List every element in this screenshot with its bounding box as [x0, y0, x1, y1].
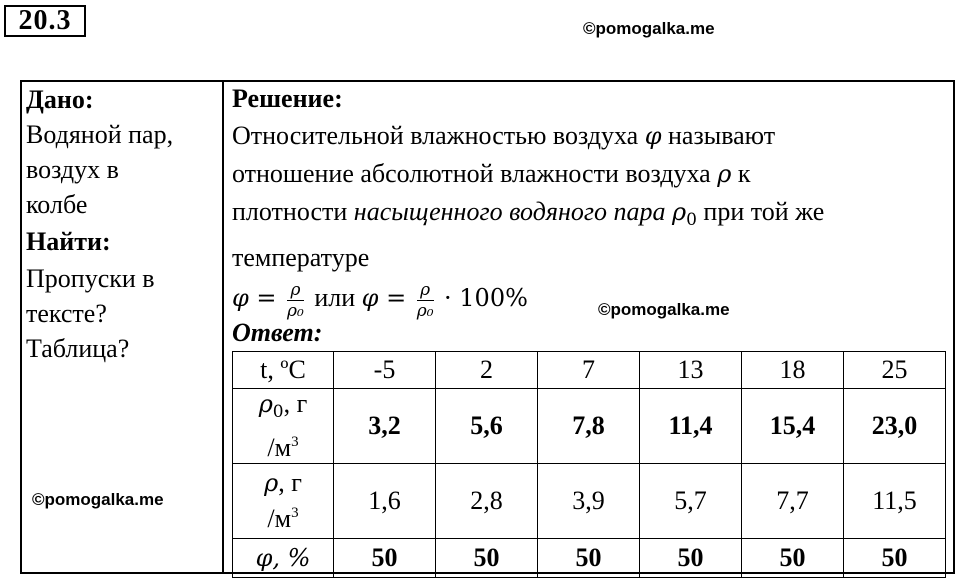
find-line-1: Пропуски в	[26, 264, 155, 293]
given-line-3: колбе	[26, 190, 88, 219]
text-span: плотности	[232, 197, 348, 226]
unit: /м	[267, 504, 292, 533]
label-line-2	[233, 498, 333, 534]
column-divider	[222, 80, 224, 574]
unit: , г	[283, 389, 308, 418]
formula-tail: · 100%	[444, 284, 528, 312]
answer-label: Ответ:	[232, 318, 323, 347]
table-cell: 3,9	[538, 464, 640, 539]
fraction-1	[287, 280, 304, 321]
text-span: при той же	[703, 197, 825, 226]
table-cell: 5,7	[640, 464, 742, 539]
table-row-rho	[233, 464, 946, 539]
italic-term: насыщенного водяного пара	[353, 197, 666, 226]
rho-char: ρ	[264, 469, 279, 497]
text-span: называют	[668, 121, 776, 150]
table-cell: 5,6	[436, 389, 538, 464]
solution-line-1	[232, 117, 947, 155]
formula-or: или	[314, 283, 356, 312]
given-line-1: Водяной пар,	[26, 120, 174, 149]
subscript: 0	[272, 402, 284, 422]
formula-lhs-2: φ =	[361, 284, 407, 312]
frac-den: ρ₀	[416, 300, 434, 321]
unit: , г	[278, 468, 302, 497]
table-cell: 11,4	[640, 389, 742, 464]
table-row-phi	[233, 539, 946, 578]
table-cell: 7,8	[538, 389, 640, 464]
table-cell: 50	[844, 539, 946, 578]
table-label-cell: φ, %	[233, 539, 334, 578]
symbol-rho: ρ	[717, 160, 732, 188]
watermark-bottom-left: ©pomogalka.me	[32, 490, 164, 509]
label-line-1	[233, 389, 333, 427]
symbol-phi: φ	[644, 122, 662, 150]
table-row-temperature	[233, 352, 946, 389]
symbol-rho0	[671, 198, 697, 230]
table-cell: 13	[640, 352, 742, 389]
table-cell: 3,2	[334, 389, 436, 464]
table-cell: 50	[436, 539, 538, 578]
formula-line	[232, 276, 947, 320]
find-line-2: тексте?	[26, 299, 107, 328]
given-column	[26, 80, 220, 366]
rho-char: ρ	[258, 390, 273, 418]
solution-line-2	[232, 155, 947, 193]
table-cell: 25	[844, 352, 946, 389]
unit: /м	[267, 433, 292, 462]
table-label-cell	[233, 389, 334, 464]
table-cell: 15,4	[742, 389, 844, 464]
frac-den: ρ₀	[287, 300, 304, 321]
text-span: отношение абсолютной влажности воздуха	[232, 159, 711, 188]
solution-line-4: температуре	[232, 243, 370, 272]
table-header-cell: t, ºC	[233, 352, 334, 389]
table-cell: 50	[538, 539, 640, 578]
table-cell: 50	[640, 539, 742, 578]
given-header: Дано:	[26, 85, 94, 114]
text-span: к	[737, 159, 751, 188]
table-cell: 2	[436, 352, 538, 389]
text-span: Относительной влажностью воздуха	[232, 121, 639, 150]
table-cell: 7,7	[742, 464, 844, 539]
frac-num: ρ	[417, 280, 434, 301]
table-cell: 50	[334, 539, 436, 578]
table-cell: 1,6	[334, 464, 436, 539]
answer-table	[232, 351, 946, 578]
table-cell: 23,0	[844, 389, 946, 464]
solution-line-3	[232, 193, 947, 239]
formula-lhs: φ =	[232, 284, 277, 312]
table-cell: 7	[538, 352, 640, 389]
frac-num: ρ	[287, 280, 304, 301]
table-cell: 50	[742, 539, 844, 578]
given-line-2: воздух в	[26, 155, 119, 184]
table-row-rho0	[233, 389, 946, 464]
watermark-top: ©pomogalka.me	[583, 19, 715, 38]
superscript: 3	[291, 434, 299, 450]
label-line-2	[233, 427, 333, 463]
find-line-3: Таблица?	[26, 334, 130, 363]
fraction-2	[417, 280, 434, 321]
watermark-middle: ©pomogalka.me	[598, 300, 730, 319]
rho-char: ρ	[671, 198, 687, 226]
table-cell: -5	[334, 352, 436, 389]
solution-header: Решение:	[232, 84, 343, 113]
label-line-1	[233, 468, 333, 498]
table-cell: 11,5	[844, 464, 946, 539]
solution-column	[232, 80, 947, 320]
superscript: 3	[291, 505, 299, 521]
table-cell: 2,8	[436, 464, 538, 539]
table-label-cell	[233, 464, 334, 539]
subscript: 0	[686, 210, 697, 230]
table-cell: 18	[742, 352, 844, 389]
problem-number: 20.3	[4, 5, 86, 37]
find-header: Найти:	[26, 227, 111, 256]
